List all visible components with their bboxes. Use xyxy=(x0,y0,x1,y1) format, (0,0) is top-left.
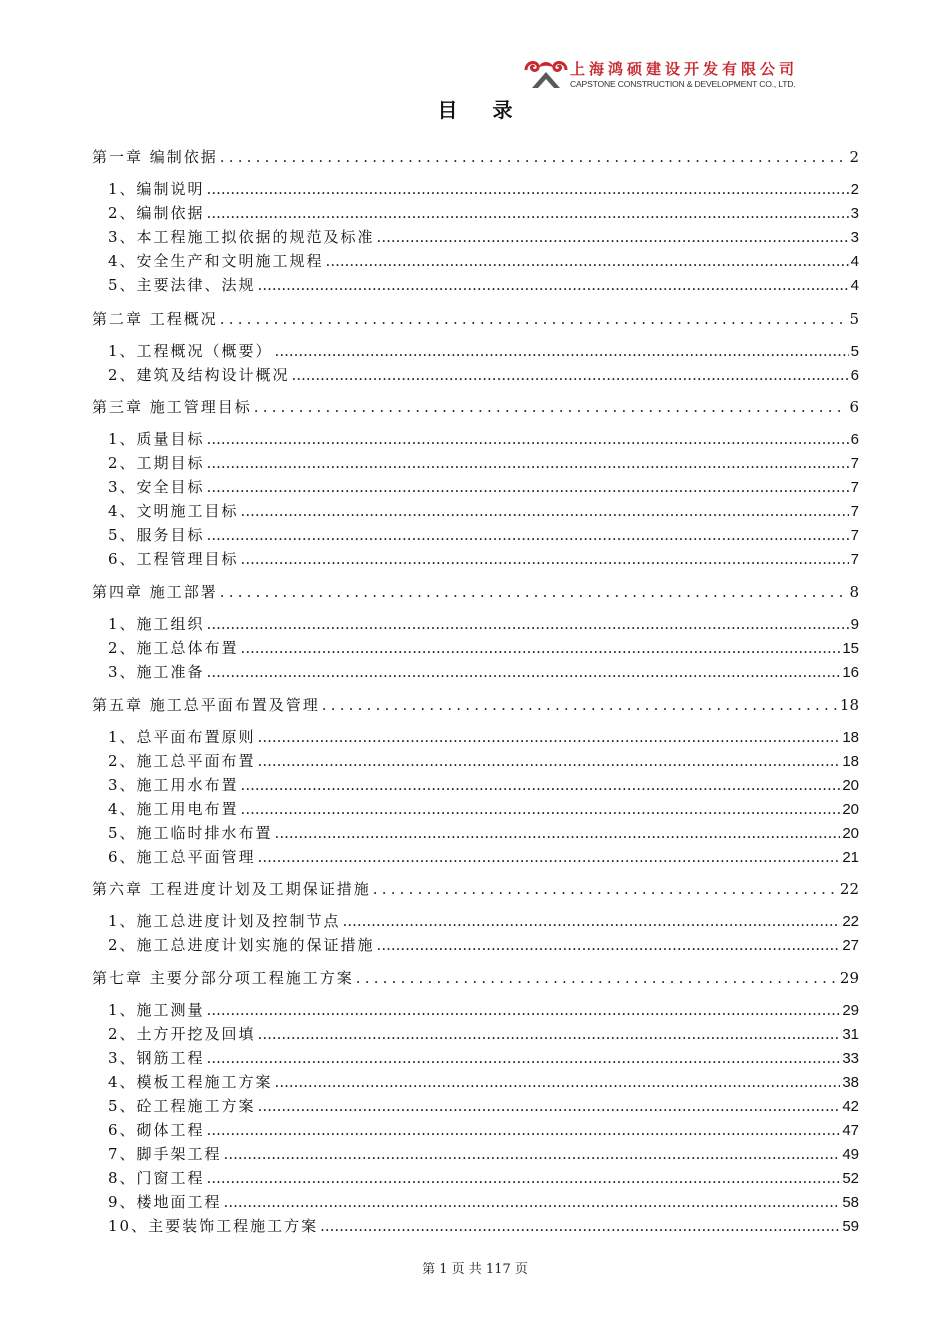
toc-section-entry[interactable] xyxy=(108,1191,859,1213)
toc-section-entry[interactable] xyxy=(108,1023,859,1045)
toc-section-entry[interactable] xyxy=(108,500,859,522)
toc-entry-page-number: 16 xyxy=(842,664,859,681)
toc-entry-label: 5、主要法律、法规 xyxy=(108,276,256,294)
toc-entry-label: 5、服务目标 xyxy=(108,526,205,544)
toc-entry-label: 1、施工测量 xyxy=(108,1001,205,1019)
toc-section-entry[interactable] xyxy=(108,822,859,844)
dot-leader xyxy=(258,1025,841,1043)
toc-entry-page-number: 7 xyxy=(850,479,859,496)
toc-entry-label: 10、主要装饰工程施工方案 xyxy=(108,1217,319,1235)
dot-leader xyxy=(207,663,841,681)
toc-entry-label: 第四章 施工部署 xyxy=(92,583,218,601)
dot-leader xyxy=(356,969,838,987)
toc-entry-page-number: 18 xyxy=(842,753,859,770)
dot-leader xyxy=(373,880,838,898)
dot-leader xyxy=(343,912,841,930)
toc-entry-label: 2、工期目标 xyxy=(108,454,205,472)
toc-section-entry[interactable] xyxy=(108,452,859,474)
toc-section-entry[interactable] xyxy=(108,226,859,248)
toc-entry-page-number: 7 xyxy=(850,527,859,544)
dot-leader xyxy=(207,180,849,198)
dot-leader xyxy=(275,824,841,842)
toc-entry-page-number: 20 xyxy=(842,801,859,818)
toc-entry-page-number: 21 xyxy=(842,849,859,866)
toc-section-entry[interactable] xyxy=(108,250,859,272)
toc-entry-page-number: 47 xyxy=(842,1122,859,1139)
dot-leader xyxy=(207,478,849,496)
toc-section-entry[interactable] xyxy=(108,476,859,498)
toc-section-entry[interactable] xyxy=(108,1143,859,1165)
dot-leader xyxy=(207,1049,841,1067)
toc-section-entry[interactable] xyxy=(108,934,859,956)
toc-section-entry[interactable] xyxy=(108,548,859,570)
toc-entry-page-number: 8 xyxy=(849,583,859,601)
toc-entry-label: 4、模板工程施工方案 xyxy=(108,1073,273,1091)
toc-entry-label: 第三章 施工管理目标 xyxy=(92,398,252,416)
toc-entry-label: 2、编制依据 xyxy=(108,204,205,222)
toc-entry-label: 6、施工总平面管理 xyxy=(108,848,256,866)
toc-entry-label: 6、砌体工程 xyxy=(108,1121,205,1139)
toc-section-entry[interactable] xyxy=(108,661,859,683)
toc-entry-label: 3、安全目标 xyxy=(108,478,205,496)
dot-leader xyxy=(241,776,841,794)
toc-entry-page-number: 15 xyxy=(842,640,859,657)
toc-entry-page-number: 38 xyxy=(842,1074,859,1091)
dot-leader xyxy=(258,752,841,770)
dot-leader xyxy=(241,502,849,520)
toc-entry-page-number: 4 xyxy=(850,277,859,294)
toc-section-entry[interactable] xyxy=(108,637,859,659)
toc-section-entry[interactable] xyxy=(108,1167,859,1189)
dot-leader xyxy=(377,228,849,246)
toc-entry-label: 1、质量目标 xyxy=(108,430,205,448)
dot-leader xyxy=(258,848,841,866)
dot-leader xyxy=(241,800,841,818)
toc-chapter-entry[interactable] xyxy=(92,146,859,168)
dot-leader xyxy=(241,639,841,657)
toc-chapter-entry[interactable] xyxy=(92,878,859,900)
toc-section-entry[interactable] xyxy=(108,428,859,450)
dot-leader xyxy=(207,430,849,448)
toc-section-entry[interactable] xyxy=(108,364,859,386)
toc-entry-label: 2、土方开挖及回填 xyxy=(108,1025,256,1043)
toc-section-entry[interactable] xyxy=(108,524,859,546)
toc-entry-page-number: 2 xyxy=(850,181,859,198)
toc-entry-page-number: 7 xyxy=(850,455,859,472)
toc-section-entry[interactable] xyxy=(108,910,859,932)
toc-entry-page-number: 4 xyxy=(850,253,859,270)
toc-entry-page-number: 20 xyxy=(842,825,859,842)
toc-entry-page-number: 6 xyxy=(850,367,859,384)
dot-leader xyxy=(207,204,849,222)
toc-entry-label: 3、施工准备 xyxy=(108,663,205,681)
toc-entry-label: 2、施工总体布置 xyxy=(108,639,239,657)
toc-section-entry[interactable] xyxy=(108,613,859,635)
toc-entry-page-number: 5 xyxy=(849,310,859,328)
toc-section-entry[interactable] xyxy=(108,846,859,868)
toc-entry-label: 1、工程概况（概要） xyxy=(108,342,273,360)
dot-leader xyxy=(275,1073,841,1091)
dot-leader xyxy=(207,1169,841,1187)
company-name-en: CAPSTONE CONSTRUCTION & DEVELOPMENT CO., LTD. xyxy=(570,79,796,89)
toc-entry-page-number: 33 xyxy=(842,1050,859,1067)
company-name-cn: 上海鸿硕建设开发有限公司 xyxy=(570,60,799,78)
toc-entry-page-number: 29 xyxy=(842,1002,859,1019)
toc-entry-label: 3、钢筋工程 xyxy=(108,1049,205,1067)
toc-entry-page-number: 52 xyxy=(842,1170,859,1187)
toc-entry-label: 5、施工临时排水布置 xyxy=(108,824,273,842)
toc-section-entry[interactable] xyxy=(108,1095,859,1117)
page-footer: 第 1 页 共 117 页 xyxy=(422,1262,528,1277)
dot-leader xyxy=(275,342,849,360)
dot-leader xyxy=(220,310,848,328)
toc-chapter-entry[interactable] xyxy=(92,694,859,716)
toc-entry-label: 1、施工组织 xyxy=(108,615,205,633)
dot-leader xyxy=(322,696,838,714)
toc-section-entry[interactable] xyxy=(108,1071,859,1093)
dot-leader xyxy=(224,1193,841,1211)
dot-leader xyxy=(207,454,849,472)
toc-chapter-entry[interactable] xyxy=(92,581,859,603)
toc-entry-label: 4、施工用电布置 xyxy=(108,800,239,818)
toc-entry-label: 第二章 工程概况 xyxy=(92,310,218,328)
toc-entry-label: 2、施工总平面布置 xyxy=(108,752,256,770)
toc-entry-label: 8、门窗工程 xyxy=(108,1169,205,1187)
toc-section-entry[interactable] xyxy=(108,774,859,796)
toc-entry-label: 第六章 工程进度计划及工期保证措施 xyxy=(92,880,371,898)
toc-entry-page-number: 59 xyxy=(842,1218,859,1235)
toc-entry-label: 6、工程管理目标 xyxy=(108,550,239,568)
toc-section-entry[interactable] xyxy=(108,1119,859,1141)
toc-section-entry[interactable] xyxy=(108,340,859,362)
dot-leader xyxy=(258,728,841,746)
dot-leader xyxy=(207,615,849,633)
toc-chapter-entry[interactable] xyxy=(92,967,859,989)
toc-section-entry[interactable] xyxy=(108,202,859,224)
dot-leader xyxy=(377,936,841,954)
toc-entry-page-number: 27 xyxy=(842,937,859,954)
toc-entry-page-number: 3 xyxy=(850,205,859,222)
dot-leader xyxy=(207,1121,841,1139)
toc-section-entry[interactable] xyxy=(108,1047,859,1069)
dot-leader xyxy=(207,1001,841,1019)
dot-leader xyxy=(254,398,848,416)
toc-entry-page-number: 31 xyxy=(842,1026,859,1043)
toc-entry-page-number: 22 xyxy=(839,880,859,898)
toc-entry-label: 1、编制说明 xyxy=(108,180,205,198)
toc-entry-page-number: 29 xyxy=(839,969,859,987)
toc-entry-label: 第一章 编制依据 xyxy=(92,148,218,166)
toc-entry-page-number: 7 xyxy=(850,551,859,568)
dot-leader xyxy=(241,550,849,568)
dot-leader xyxy=(207,526,849,544)
toc-section-entry[interactable] xyxy=(108,726,859,748)
toc-chapter-entry[interactable] xyxy=(92,396,859,418)
dot-leader xyxy=(258,1097,841,1115)
toc-entry-label: 1、总平面布置原则 xyxy=(108,728,256,746)
toc-entry-page-number: 58 xyxy=(842,1194,859,1211)
dot-leader xyxy=(292,366,849,384)
dot-leader xyxy=(258,276,849,294)
dot-leader xyxy=(220,583,848,601)
toc-entry-label: 1、施工总进度计划及控制节点 xyxy=(108,912,341,930)
toc-entry-page-number: 20 xyxy=(842,777,859,794)
dot-leader xyxy=(326,252,849,270)
toc-section-entry[interactable] xyxy=(108,750,859,772)
toc-entry-page-number: 9 xyxy=(850,616,859,633)
toc-entry-label: 3、施工用水布置 xyxy=(108,776,239,794)
toc-entry-page-number: 18 xyxy=(842,729,859,746)
toc-entry-page-number: 2 xyxy=(849,148,859,166)
dot-leader xyxy=(320,1217,840,1235)
toc-section-entry[interactable] xyxy=(108,178,859,200)
dot-leader xyxy=(220,148,848,166)
page-title: 目 录 xyxy=(437,98,527,122)
toc-chapter-entry[interactable] xyxy=(92,308,859,330)
toc-section-entry[interactable] xyxy=(108,999,859,1021)
toc-entry-page-number: 18 xyxy=(839,696,859,714)
toc-entry-label: 2、施工总进度计划实施的保证措施 xyxy=(108,936,375,954)
toc-entry-page-number: 3 xyxy=(850,229,859,246)
toc-entry-page-number: 22 xyxy=(842,913,859,930)
toc-section-entry[interactable] xyxy=(108,798,859,820)
toc-entry-page-number: 49 xyxy=(842,1146,859,1163)
toc-entry-label: 3、本工程施工拟依据的规范及标准 xyxy=(108,228,375,246)
toc-entry-page-number: 7 xyxy=(850,503,859,520)
toc-section-entry[interactable] xyxy=(108,274,859,296)
toc-entry-label: 2、建筑及结构设计概况 xyxy=(108,366,290,384)
dot-leader xyxy=(224,1145,841,1163)
toc-entry-page-number: 6 xyxy=(850,431,859,448)
toc-entry-page-number: 5 xyxy=(850,343,859,360)
toc-entry-label: 第五章 施工总平面布置及管理 xyxy=(92,696,320,714)
toc-entry-page-number: 6 xyxy=(849,398,859,416)
toc-entry-label: 第七章 主要分部分项工程施工方案 xyxy=(92,969,354,987)
toc-entry-label: 4、安全生产和文明施工规程 xyxy=(108,252,324,270)
toc-entry-label: 5、砼工程施工方案 xyxy=(108,1097,256,1115)
toc-entry-page-number: 42 xyxy=(842,1098,859,1115)
toc-section-entry[interactable] xyxy=(108,1215,859,1237)
toc-entry-label: 4、文明施工目标 xyxy=(108,502,239,520)
toc-entry-label: 9、楼地面工程 xyxy=(108,1193,222,1211)
toc-entry-label: 7、脚手架工程 xyxy=(108,1145,222,1163)
